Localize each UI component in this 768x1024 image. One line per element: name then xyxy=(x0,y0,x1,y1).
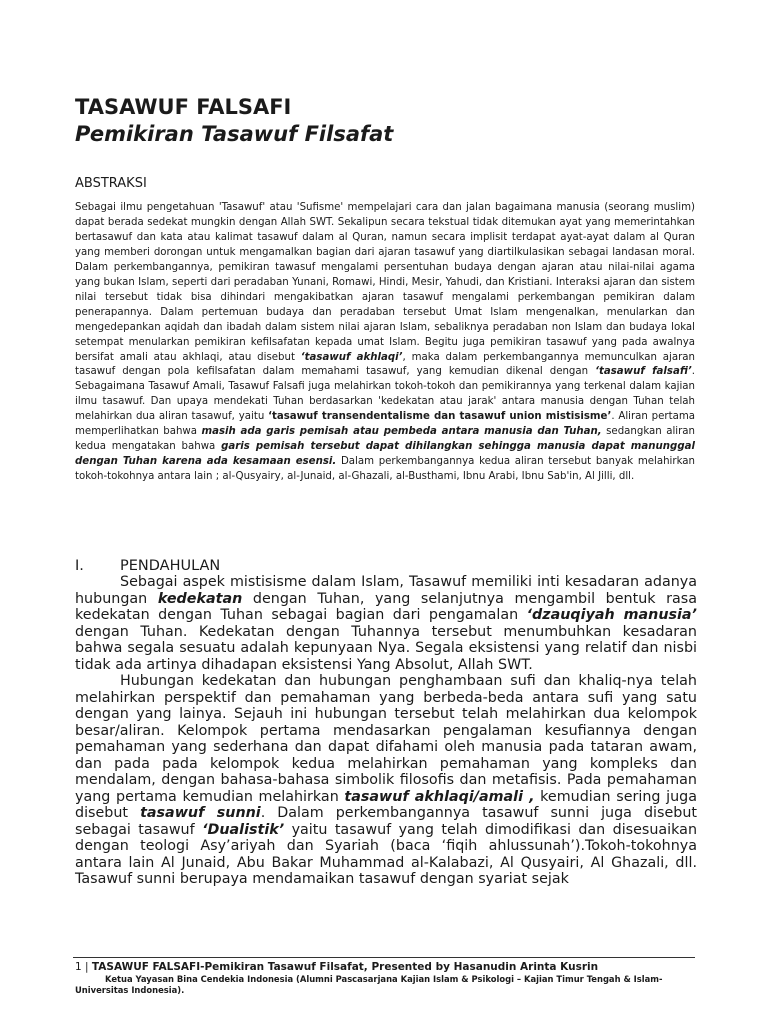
abstract-text: . Aliran pertama memperlihatkan bahwa xyxy=(75,411,695,438)
key-term: ‘Dualistik’ xyxy=(202,821,285,838)
abstract-term: ‘tasawuf akhlaqi’ xyxy=(300,351,403,363)
key-term: kedekatan xyxy=(157,590,243,607)
footer-divider xyxy=(73,957,695,958)
abstract-heading: ABSTRAKSI xyxy=(75,176,147,191)
paragraph-text: dengan Tuhan. Kedekatan dengan Tuhannya tersebut menumbuhkan kesadaran bahwa segala sesuatu adalah kepunyaan Nya. Segala eksistensi yang relatif dan nisbi tidak ada artinya dihadapan eksistensi Yang Absolut, Allah SWT. xyxy=(75,623,697,673)
abstract-text: Sebagai ilmu pengetahuan 'Tasawuf' atau 'Sufisme' mempelajari cara dan jalan bagaimana manusia (seorang muslim) dapat berada sedekat mungkin dengan Allah SWT. Sekalipun secara tekstual tidak ditemukan ayat yang memerintahkan bertasawuf dan kata atau kalimat tasawuf dalam al Quran, namun secara implisit terdapat ayat-ayat dalam al Quran yang memberi dorongan untuk mengamalkan bagian dari ajaran tasawuf yang diartilkulasikan sebagai landasan moral. Dalam perkembangannya, pemikiran tawasuf mengalami persentuhan budaya dengan ajaran atau nilai-nilai agama yang bukan Islam, seperti dari peradaban Yunani, Romawi, Hindi, Mesir, Yahudi, dan Kristiani. Interaksi ajaran dan sistem nilai tersebut tidak bisa dihindari mengakibatkan ajaran tasawuf mengalami perkembangan pemikiran dalam penerapannya. Dalam pertemuan budaya dan peradaban tersebut Umat Islam mengenalkan, menularkan dan mengedepankan aqidah dan ibadah dalam sistem nilai ajaran Islam, sebaliknya peradaban non Islam dan budaya lokal setempat menularkan pemikiran kefilsafatan kepada umat Islam. Begitu juga pemikiran tasawuf yang pada awalnya bersifat amali atau akhlaqi, atau disebut xyxy=(75,202,695,363)
document-title: TASAWUF FALSAFI xyxy=(75,95,292,119)
paragraph-text: Hubungan kedekatan dan hubungan penghambaan sufi dan khaliq-nya telah melahirkan perspektif dan pemahaman yang berbeda-beda antara sufi yang satu dengan yang lainya. Sejauh ini hubungan tersebut telah melahirkan dua kelompok besar/aliran. Kelompok pertama mendasarkan pengalaman kesufiannya dengan pemahaman yang sederhana dan dapat difahami oleh manusia pada tataran awam, dan pada pada kelompok kedua melahirkan pemahaman yang kompleks dan mendalam, dengan bahasa-bahasa simbolik filosofis dan metafisis. Pada pemahaman yang pertama kemudian melahirkan xyxy=(75,673,697,805)
abstract-term: ‘tasawuf transendentalisme dan tasawuf union mistisisme’ xyxy=(268,411,612,423)
section-heading xyxy=(75,557,220,575)
page-footer xyxy=(75,961,598,974)
document-subtitle: Pemikiran Tasawuf Filsafat xyxy=(75,122,394,146)
footer-separator: | xyxy=(85,961,89,973)
abstract-body xyxy=(75,201,695,485)
page-number: 1 xyxy=(75,961,82,973)
paragraph-text: Sebagai aspek mistisisme dalam Islam, Tasawuf memiliki inti kesadaran adanya hubungan xyxy=(75,574,697,607)
key-term: tasawuf sunni xyxy=(140,805,261,821)
paragraph-text: dengan Tuhan, yang selanjutnya mengambil bentuk rasa kedekatan dengan Tuhan sebagai bagian dari pengamalan xyxy=(75,590,697,623)
footer-affiliation-text: Ketua Yayasan Bina Cendekia Indonesia (Alumni Pascasarjana Kajian Islam & Psikologi – Kajian Timur Tengah & Islam-Universitas Indonesia). xyxy=(75,974,663,995)
key-term: tasawuf akhlaqi/amali , xyxy=(344,788,535,805)
abstract-text: , maka dalam perkembangannya memunculkan ajaran tasawuf dengan pola kefilsafatan dalam memahami tasawuf, yang kemudian dikenal dengan xyxy=(75,351,695,378)
abstract-text: . Sebagaimana Tasawuf Amali, Tasawuf Falsafi juga melahirkan tokoh-tokoh dan pemikirannya yang terkenal dalam kajian ilmu tasawuf. Dan upaya mendekati Tuhan berdasarkan 'kedekatan atau jarak' antara manusia dengan Tuhan telah melahirkan dua aliran tasawuf, yaitu xyxy=(75,366,695,423)
section-body xyxy=(75,574,697,888)
paragraph-text: yaitu tasawuf yang telah dimodifikasi dan disesuaikan dengan teologi Asy’ariyah dan Syariah (baca ‘fiqih ahlussunah’).Tokoh-tokohnya antara lain Al Junaid, Abu Bakar Muhammad al-Kalabazi, Al Qusyairi, Al Ghazali, dll. Tasawuf sunni berupaya mendamaikan tasawuf dengan syariat sejak xyxy=(75,821,698,887)
paragraph-text: . Dalam perkembangannya tasawuf sunni juga disebut sebagai tasawuf xyxy=(75,805,697,838)
paragraph-text: kemudian sering juga disebut xyxy=(75,788,697,821)
abstract-term: garis pemisah tersebut dapat dihilangkan sehingga manusia dapat manunggal dengan Tuhan karena ada kesamaan esensi. xyxy=(75,441,695,468)
section-title: PENDAHULAN xyxy=(120,558,221,574)
footer-title: TASAWUF FALSAFI-Pemikiran Tasawuf Filsafat, Presented by Hasanudin Arinta Kusrin xyxy=(91,961,599,973)
abstract-text: sedangkan aliran kedua mengatakan bahwa xyxy=(75,426,695,453)
footer-affiliation xyxy=(75,974,690,996)
section-number: I. xyxy=(75,558,84,574)
abstract-term: ‘tasawuf falsafi’ xyxy=(595,366,692,378)
abstract-text: Dalam perkembangannya kedua aliran tersebut banyak melahirkan tokoh-tokohnya antara lain ; al-Qusyairy, al-Junaid, al-Ghazali, al-Busthami, Ibnu Arabi, Ibnu Sab'in, Al Jilli, dll. xyxy=(75,456,695,483)
key-term: ‘dzauqiyah manusia’ xyxy=(526,607,697,623)
abstract-term: masih ada garis pemisah atau pembeda antara manusia dan Tuhan, xyxy=(201,426,602,438)
paragraph xyxy=(75,673,697,888)
paragraph xyxy=(75,574,697,673)
